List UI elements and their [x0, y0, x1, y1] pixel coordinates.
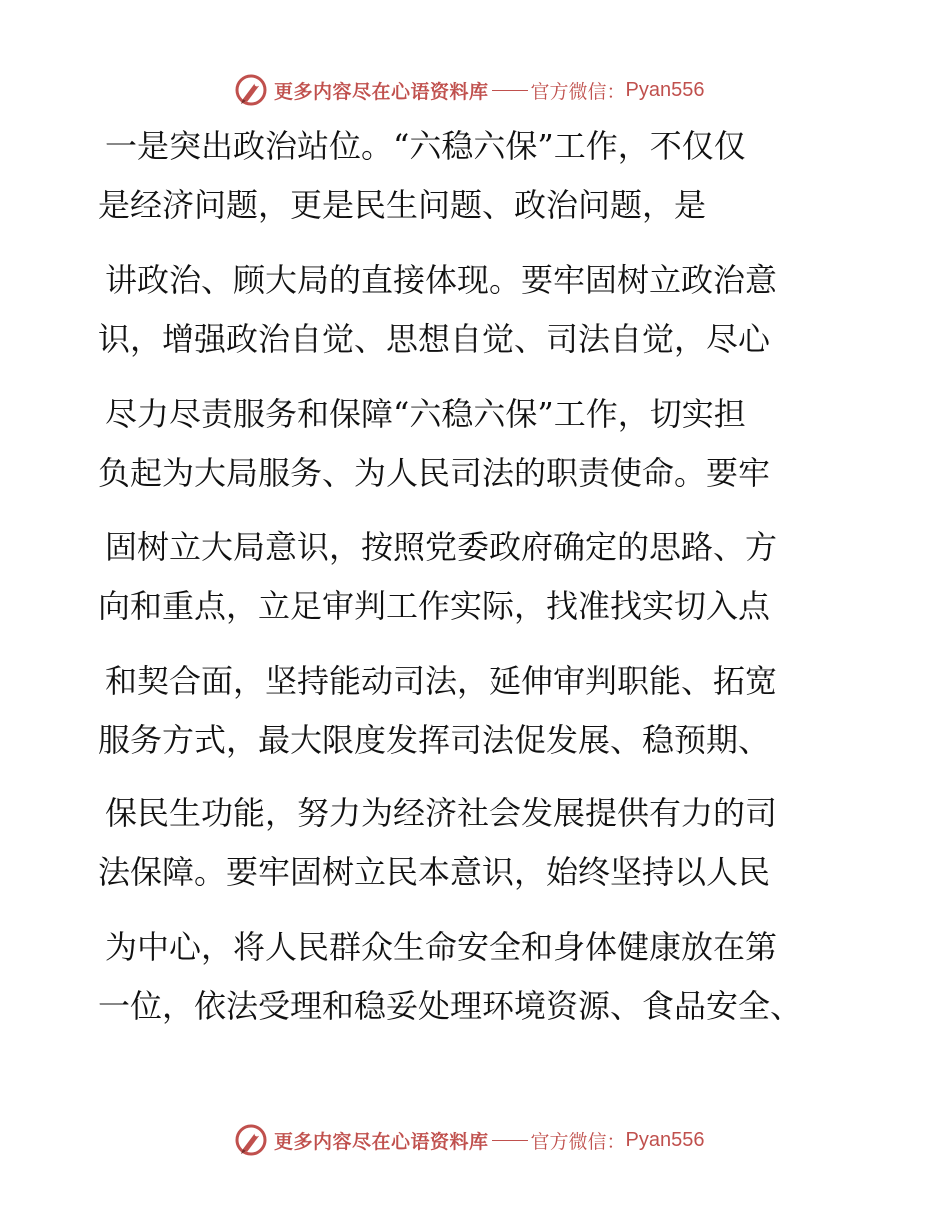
body-line: 和契合面，坚持能动司法，延伸审判职能、拓宽	[105, 662, 778, 700]
body-line: 向和重点，立足审判工作实际，找准找实切入点	[98, 587, 771, 625]
pen-logo-icon	[234, 73, 268, 107]
footer-brand-text: 更多内容尽在心语资料库	[274, 1130, 489, 1153]
footer-dash	[492, 1140, 528, 1141]
pen-logo-icon	[234, 1123, 268, 1157]
body-line: 讲政治、顾大局的直接体现。要牢固树立政治意	[105, 261, 778, 299]
header-wechat-id: Pyan556	[625, 78, 705, 101]
footer-wechat-label: 官方微信：	[530, 1130, 626, 1153]
header-wechat-label: 官方微信：	[530, 80, 626, 103]
body-line: 一是突出政治站位。“六稳六保”工作，不仅仅	[105, 127, 746, 165]
body-line: 负起为大局服务、为人民司法的职责使命。要牢	[98, 454, 771, 492]
body-line: 保民生功能，努力为经济社会发展提供有力的司	[105, 794, 778, 832]
footer-wechat-id: Pyan556	[625, 1128, 705, 1151]
body-line: 固树立大局意识，按照党委政府确定的思路、方	[105, 528, 778, 566]
body-line: 一位，依法受理和稳妥处理环境资源、食品安全、	[98, 987, 803, 1025]
header-dash	[492, 90, 528, 91]
footer-banner	[234, 1120, 754, 1160]
body-line: 尽力尽责服务和保障“六稳六保”工作，切实担	[105, 395, 746, 433]
body-line: 服务方式，最大限度发挥司法促发展、稳预期、	[98, 721, 771, 759]
body-line: 是经济问题，更是民生问题、政治问题，是	[98, 186, 707, 224]
body-line: 法保障。要牢固树立民本意识，始终坚持以人民	[98, 853, 771, 891]
body-line: 为中心，将人民群众生命安全和身体健康放在第	[105, 928, 778, 966]
header-banner	[234, 70, 754, 110]
header-brand-text: 更多内容尽在心语资料库	[274, 80, 489, 103]
body-line: 识，增强政治自觉、思想自觉、司法自觉，尽心	[98, 320, 771, 358]
